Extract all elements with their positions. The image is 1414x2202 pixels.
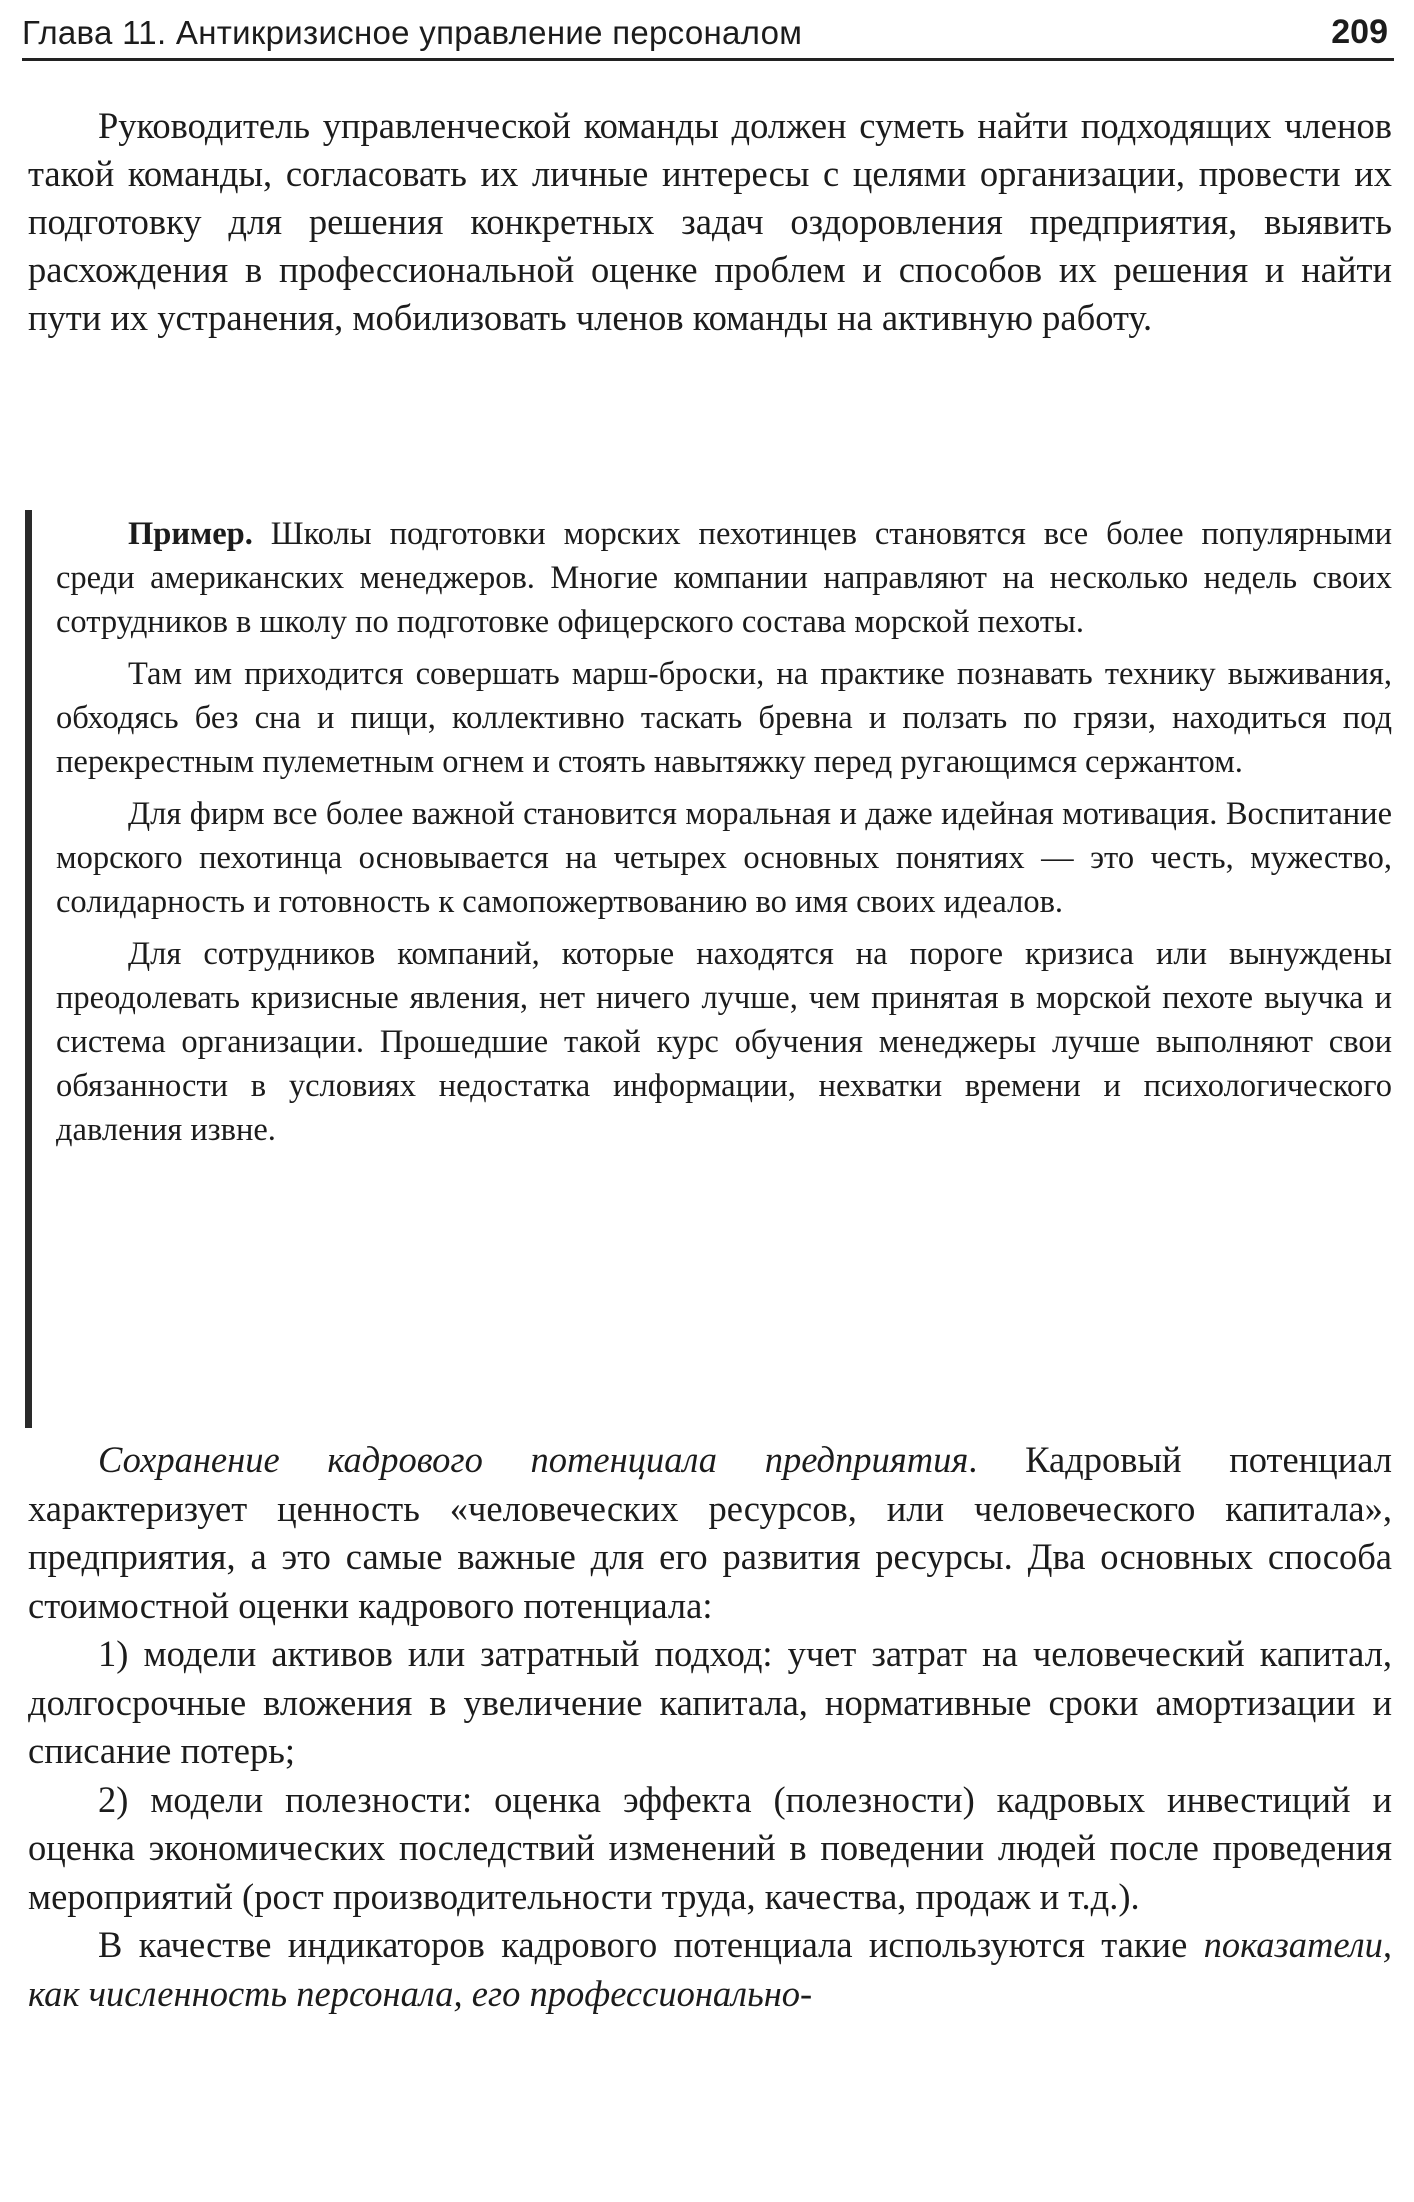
chapter-title: Глава 11. Антикризисное управление персоналом	[22, 14, 803, 51]
section-block	[28, 1436, 1392, 2018]
list-item-2: 2) модели полезности: оценка эффекта (полезности) кадровых инвестиций и оценка экономических последствий изменений в поведении людей после проведения мероприятий (рост производительности труда, качества, продаж и т.д.).	[28, 1778, 1392, 1917]
page-number: 209	[1331, 13, 1388, 51]
example-label: Пример.	[128, 516, 253, 552]
intro-paragraph: Руководитель управленческой команды должен суметь найти подходящих членов такой команды, согласовать их личные интересы с целями организации, провести их подготовку для решения конкретных задач оздоровления предприятия, выявить расхождения в профессиональной оценке проблем и способов их решения и найти пути их устранения, мобилизовать членов команды на активную работу.	[28, 105, 1392, 338]
example-paragraph-1-text: Школы подготовки морских пехотинцев становятся все более популярными среди американских менеджеров. Многие компании направляют на несколько недель своих сотрудников в школу по подготовке офицерского состава морской пехоты.	[56, 516, 1392, 640]
section-heading-italic: Сохранение кадрового потенциала предприятия	[98, 1439, 969, 1480]
indicators-text: В качестве индикаторов кадрового потенциала используются такие	[98, 1924, 1204, 1965]
indicators-paragraph	[28, 1921, 1392, 2018]
example-sidebar-rule	[25, 510, 32, 1428]
example-block	[56, 512, 1392, 1160]
example-paragraph-1	[56, 512, 1392, 644]
section-paragraph-text: . Кадровый потенциал характеризует ценность «человеческих ресурсов, или человеческого капитала», предприятия, а это самые важные для его развития ресурсы. Два основных способа стоимостной оценки кадрового потенциала:	[28, 1439, 1392, 1626]
list-item-1: 1) модели активов или затратный подход: учет затрат на человеческий капитал, долгосрочные вложения в увеличение капитала, нормативные сроки амортизации и списание потерь;	[28, 1633, 1392, 1771]
example-paragraph-2: Там им приходится совершать марш-броски, на практике познавать технику выживания, обходясь без сна и пищи, коллективно таскать бревна и ползать по грязи, находиться под перекрестным пулеметным огнем и стоять навытяжку перед ругающимся сержантом.	[56, 656, 1392, 780]
section-paragraph	[28, 1436, 1392, 1630]
example-paragraph-3: Для фирм все более важной становится моральная и даже идейная мотивация. Воспитание морского пехотинца основывается на четырех основных понятиях — это честь, мужество, солидарность и готовность к самопожертвованию во имя своих идеалов.	[56, 796, 1392, 920]
page-header	[22, 6, 1394, 61]
example-paragraph-4: Для сотрудников компаний, которые находятся на пороге кризиса или вынуждены преодолевать кризисные явления, нет ничего лучше, чем принятая в морской пехоте выучка и система организации. Прошедшие такой курс обучения менеджеры лучше выполняют свои обязанности в условиях недостатка информации, нехватки времени и психологического давления извне.	[56, 936, 1392, 1148]
indicators-italic-text: показатели, как численность персонала, его профессионально-	[28, 1924, 1392, 2014]
